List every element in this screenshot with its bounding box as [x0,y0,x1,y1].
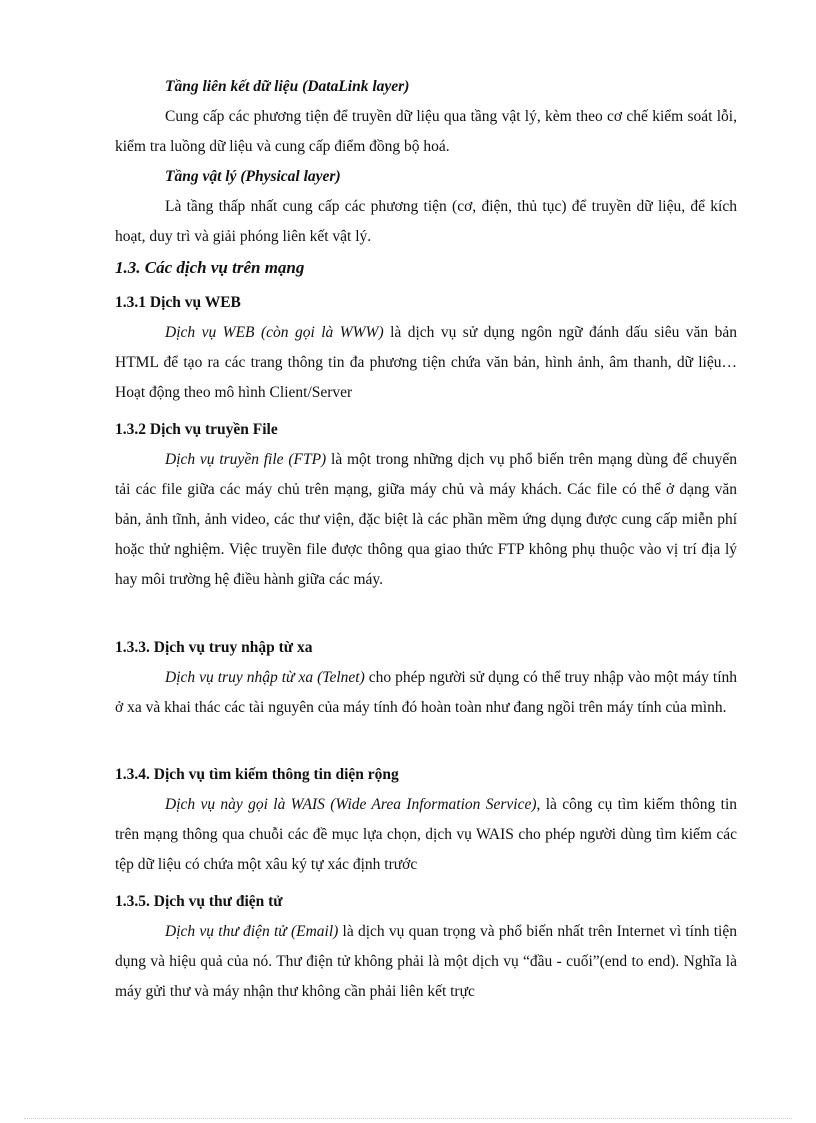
email-section [115,887,737,1007]
wais-section [115,760,737,880]
telnet-paragraph [115,663,737,723]
ftp-lead: Dịch vụ truyền file (FTP) [165,451,327,468]
email-paragraph [115,917,737,1007]
physical-heading: Tầng vật lý (Physical layer) [165,168,341,185]
web-paragraph [115,318,737,408]
physical-section [115,162,737,252]
section-block [115,253,737,283]
email-lead: Dịch vụ thư điện tử (Email) [165,923,339,940]
wais-lead: Dịch vụ này gọi là WAIS (Wide Area Information Service) [165,796,537,813]
ftp-paragraph [115,445,737,595]
telnet-lead: Dịch vụ truy nhập từ xa (Telnet) [165,669,365,686]
wais-body: , là công cụ tìm kiếm thông tin trên mạng thông qua chuỗi các đề mục lựa chọn, dịch vụ WAIS cho phép người dùng tìm kiếm các tệp dữ liệu có chứa một xâu ký tự xác định trước [115,796,738,873]
datalink-section [115,72,737,162]
physical-paragraph: Là tầng thấp nhất cung cấp các phương tiện (cơ, điện, thủ tục) để truyền dữ liệu, để kích hoạt, duy trì và giải phóng liên kết vật lý. [115,198,737,245]
telnet-heading: 1.3.3. Dịch vụ truy nhập từ xa [115,639,313,656]
web-body: là dịch vụ sử dụng ngôn ngữ đánh dấu siêu văn bản HTML để tạo ra các trang thông tin đa phương tiện chứa văn bản, hình ảnh, âm thanh, dữ liệu…Hoạt động theo mô hình Client/Server [115,324,737,401]
page-bottom-divider [24,1118,792,1119]
wais-heading: 1.3.4. Dịch vụ tìm kiếm thông tin diện rộng [115,766,399,783]
telnet-section [115,633,737,723]
datalink-paragraph: Cung cấp các phương tiện để truyền dữ liệu qua tầng vật lý, kèm theo cơ chế kiểm soát lỗi, kiểm tra luồng dữ liệu và cung cấp điểm đồng bộ hoá. [115,108,737,155]
web-section [115,288,737,408]
section-heading: 1.3. Các dịch vụ trên mạng [115,258,305,277]
ftp-body: là một trong những dịch vụ phổ biến trên mạng dùng để chuyển tải các file giữa các máy chủ trên mạng, giữa máy chủ và máy khách. Các file có thể ở dạng văn bản, ảnh tĩnh, ảnh video, các thư viện, đặc biệt là các phần mềm ứng dụng được cung cấp miễn phí hoặc thử nghiệm. Việc truyền file được thông qua giao thức FTP không phụ thuộc vào vị trí địa lý hay môi trường hệ điều hành giữa các máy. [115,451,737,588]
email-heading: 1.3.5. Dịch vụ thư điện tử [115,893,283,910]
web-lead: Dịch vụ WEB (còn gọi là WWW) [165,324,384,341]
datalink-heading: Tầng liên kết dữ liệu (DataLink layer) [165,78,410,95]
telnet-body: cho phép người sử dụng có thể truy nhập vào một máy tính ở xa và khai thác các tài nguyên của máy tính đó hoàn toàn như đang ngồi trên máy tính của mình. [115,669,737,716]
wais-paragraph [115,790,737,880]
web-heading: 1.3.1 Dịch vụ WEB [115,294,241,311]
ftp-section [115,415,737,595]
email-body: là dịch vụ quan trọng và phổ biến nhất trên Internet vì tính tiện dụng và hiệu quả của nó. Thư điện tử không phải là một dịch vụ “đầu - cuối”(end to end). Nghĩa là máy gửi thư và máy nhận thư không cần phải liên kết trực [115,923,737,1000]
ftp-heading: 1.3.2 Dịch vụ truyền File [115,421,278,438]
